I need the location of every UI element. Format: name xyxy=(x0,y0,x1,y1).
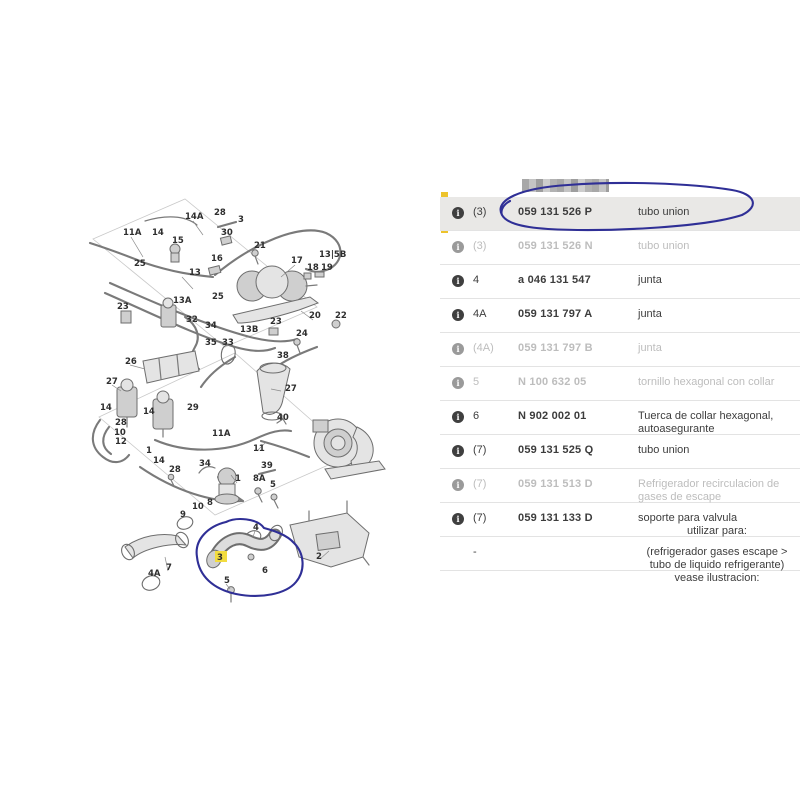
part-position: (7) xyxy=(473,444,487,456)
info-icon[interactable]: i xyxy=(452,275,464,287)
part-description: junta xyxy=(638,342,662,354)
svg-text:34: 34 xyxy=(199,459,211,469)
svg-text:11A: 11A xyxy=(212,429,231,439)
table-row[interactable] xyxy=(440,367,800,401)
svg-text:21: 21 xyxy=(254,241,266,251)
svg-text:1: 1 xyxy=(146,446,152,456)
table-row[interactable] xyxy=(440,435,800,469)
part-position: 5 xyxy=(473,376,480,388)
part-description: Tuerca de collar hexagonal, autoasegurante xyxy=(638,410,774,435)
svg-text:15: 15 xyxy=(172,236,184,246)
part-position: (3) xyxy=(473,240,487,252)
svg-text:8: 8 xyxy=(207,498,213,508)
svg-text:28: 28 xyxy=(214,208,226,218)
part-number[interactable]: 059 131 133 D xyxy=(518,512,593,524)
table-row[interactable] xyxy=(440,197,800,231)
turbocharger xyxy=(313,419,385,479)
info-icon[interactable]: i xyxy=(452,377,464,389)
info-icon[interactable]: i xyxy=(452,309,464,321)
svg-text:6: 6 xyxy=(262,566,268,576)
part-number[interactable]: 059 131 797 B xyxy=(518,342,593,354)
svg-text:28: 28 xyxy=(115,418,127,428)
info-icon[interactable]: i xyxy=(452,445,464,457)
svg-text:14: 14 xyxy=(143,407,155,417)
svg-text:16: 16 xyxy=(211,254,223,264)
gaskets xyxy=(140,515,262,593)
parts-table xyxy=(440,197,800,584)
svg-text:28: 28 xyxy=(169,465,181,475)
svg-text:5: 5 xyxy=(270,480,276,490)
svg-text:23: 23 xyxy=(117,302,129,312)
svg-text:39: 39 xyxy=(261,461,273,471)
svg-text:34: 34 xyxy=(205,321,217,331)
svg-text:4: 4 xyxy=(253,523,259,533)
svg-text:12: 12 xyxy=(115,437,127,447)
part-number[interactable]: a 046 131 547 xyxy=(518,274,591,286)
svg-text:19: 19 xyxy=(321,263,333,273)
table-row[interactable] xyxy=(440,503,800,537)
svg-text:25: 25 xyxy=(212,292,224,302)
svg-text:4A: 4A xyxy=(148,569,161,579)
info-icon[interactable]: i xyxy=(452,241,464,253)
svg-text:22: 22 xyxy=(335,311,347,321)
part-description: (refrigerador gases escape > tubo de liquido refrigerante) vease ilustracion: xyxy=(646,546,788,584)
part-position: 4 xyxy=(473,274,480,286)
svg-text:23: 23 xyxy=(270,317,282,327)
svg-text:24: 24 xyxy=(296,329,308,339)
table-row[interactable] xyxy=(440,265,800,299)
part-description: Refrigerador recirculacion de gases de escape xyxy=(638,478,780,503)
svg-text:18: 18 xyxy=(307,263,319,273)
part-description: tubo union xyxy=(638,240,690,252)
info-icon[interactable]: i xyxy=(452,207,464,219)
part-number[interactable]: 059 131 525 Q xyxy=(518,444,594,456)
part-number[interactable]: 059 131 526 P xyxy=(518,206,593,218)
table-row[interactable] xyxy=(440,299,800,333)
svg-text:11: 11 xyxy=(253,444,265,454)
svg-text:13: 13 xyxy=(189,268,201,278)
svg-text:29: 29 xyxy=(187,403,199,413)
svg-text:13A: 13A xyxy=(173,296,192,306)
part-description: tubo union xyxy=(638,206,690,218)
svg-text:2: 2 xyxy=(316,552,322,562)
part-position: (7) xyxy=(473,512,487,524)
svg-text:3: 3 xyxy=(238,215,244,225)
reservoir-bracket xyxy=(233,297,340,328)
part-position: 4A xyxy=(473,308,487,320)
table-row[interactable] xyxy=(440,231,800,265)
part-description: junta xyxy=(638,274,662,286)
part-number[interactable]: 059 131 797 A xyxy=(518,308,593,320)
svg-text:25: 25 xyxy=(134,259,146,269)
svg-text:11A: 11A xyxy=(123,228,142,238)
svg-text:10: 10 xyxy=(114,428,126,438)
svg-text:8A: 8A xyxy=(253,474,266,484)
svg-text:27: 27 xyxy=(106,377,118,387)
svg-text:10: 10 xyxy=(192,502,204,512)
svg-text:14: 14 xyxy=(152,228,164,238)
egr-pipe-7 xyxy=(119,530,191,562)
svg-text:3: 3 xyxy=(217,553,223,563)
info-icon[interactable]: i xyxy=(452,513,464,525)
table-row[interactable] xyxy=(440,401,800,435)
part-description: junta xyxy=(638,308,662,320)
svg-text:14: 14 xyxy=(153,456,165,466)
part-position: (3) xyxy=(473,206,487,218)
part-description: tornillo hexagonal con collar xyxy=(638,376,775,388)
svg-text:32: 32 xyxy=(186,315,198,325)
svg-text:40: 40 xyxy=(277,413,289,423)
svg-text:13|5B: 13|5B xyxy=(319,250,347,260)
part-number[interactable]: N 902 002 01 xyxy=(518,410,587,422)
part-position: (7) xyxy=(473,478,487,490)
svg-text:27: 27 xyxy=(285,384,297,394)
parts-table-body xyxy=(440,197,800,584)
svg-text:26: 26 xyxy=(125,357,137,367)
table-row[interactable] xyxy=(440,469,800,503)
table-row[interactable] xyxy=(440,333,800,367)
redacted-text-blur xyxy=(522,179,609,192)
part-position: - xyxy=(473,546,477,558)
part-number[interactable]: 059 131 513 D xyxy=(518,478,593,490)
svg-text:20: 20 xyxy=(309,311,321,321)
part-number[interactable]: N 100 632 05 xyxy=(518,376,587,388)
svg-text:14: 14 xyxy=(100,403,112,413)
svg-text:7: 7 xyxy=(166,563,172,573)
part-position: (4A) xyxy=(473,342,494,354)
info-icon[interactable]: i xyxy=(452,343,464,355)
svg-text:35: 35 xyxy=(205,338,217,348)
svg-text:9: 9 xyxy=(180,510,186,520)
svg-text:17: 17 xyxy=(291,256,303,266)
svg-text:1: 1 xyxy=(235,474,241,484)
info-icon[interactable]: i xyxy=(452,479,464,491)
table-row[interactable] xyxy=(440,537,800,584)
svg-text:33: 33 xyxy=(222,338,234,348)
parts-diagram xyxy=(85,185,445,625)
part-position: 6 xyxy=(473,410,480,422)
svg-text:5: 5 xyxy=(224,576,230,586)
info-icon[interactable]: i xyxy=(452,411,464,423)
part-description: soporte para valvula utilizar para: xyxy=(638,512,747,537)
svg-text:14A: 14A xyxy=(185,212,204,222)
svg-text:13B: 13B xyxy=(240,325,259,335)
svg-text:38: 38 xyxy=(277,351,289,361)
part-number[interactable]: 059 131 526 N xyxy=(518,240,593,252)
part-description: tubo union xyxy=(638,444,690,456)
svg-text:30: 30 xyxy=(221,228,233,238)
diagram-svg xyxy=(85,185,445,625)
